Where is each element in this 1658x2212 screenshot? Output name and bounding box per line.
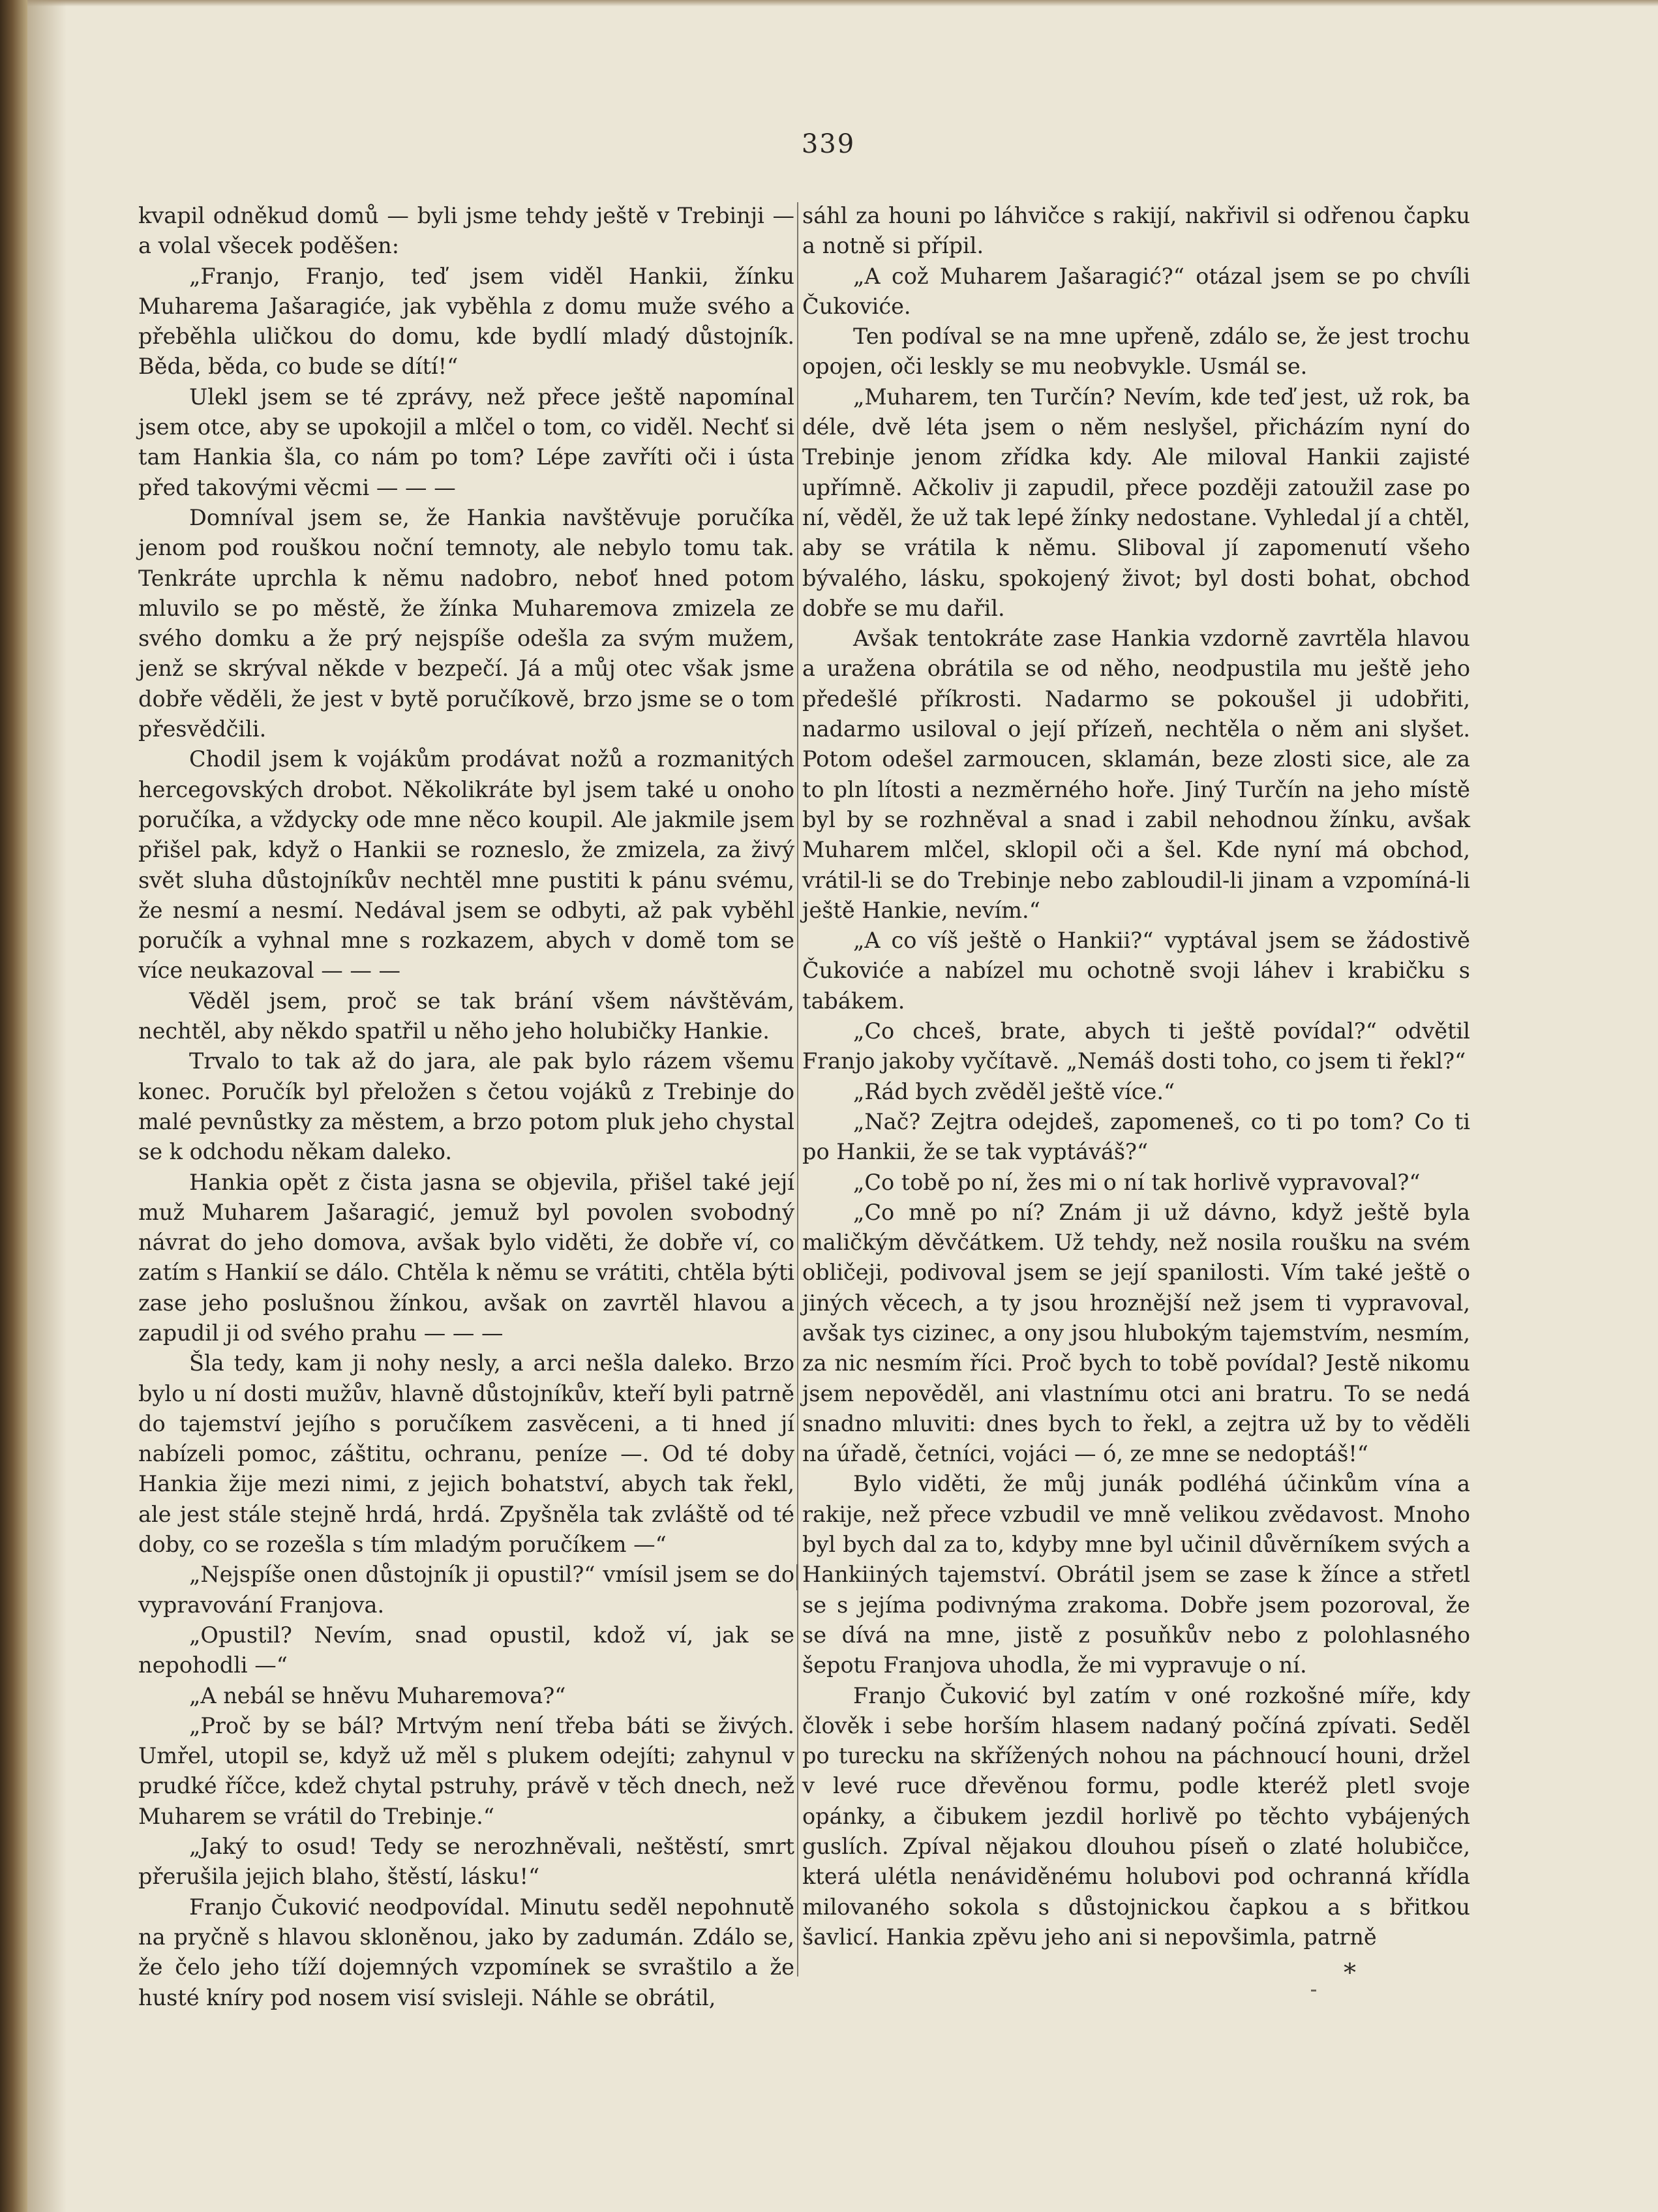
paragraph: kvapil odněkud domů — byli jsme tehdy ještě v Trebinji — a volal všecek poděšen:: [138, 203, 794, 259]
paragraph: Domníval jsem se, že Hankia navštěvuje poručíka jenom pod rouškou noční temnoty, ale nebylo tomu tak. Tenkráte uprchla k němu nadobro, neboť hned potom mluvilo se po městě, že žínka Muharemova zmizela ze svého domku a že prý nejspíše odešla za svým mužem, jenž se skrýval někde v bezpečí. Já a můj otec však jsme dobře věděli, že jest v bytě poručíkově, brzo jsme se o tom přesvědčili.: [138, 504, 794, 742]
paragraph: Šla tedy, kam ji nohy nesly, a arci nešla daleko. Brzo bylo u ní dosti mužův, hlavně důstojníkův, kteří byli patrně do tajemství jejího s poručíkem zasvěceni, a ti hned jí nabízeli pomoc, záštitu, ochranu, peníze —. Od té doby Hankia žije mezi nimi, z jejich bohatství, abych tak řekl, ale jest stále stejně hrdá, hrdá. Zpyšněla tak zvláště od té doby, co se rozešla s tím mladým poručíkem —“: [138, 1350, 794, 1558]
paragraph: „Co mně po ní? Znám ji už dávno, když ještě byla maličkým děvčátkem. Už tehdy, než nosila roušku na svém obličeji, podivoval jsem se její spanilosti. Vím také ještě o jiných věcech, a ty jsou hroznější než jsem ti vypravoval, avšak tys cizinec, a ony jsou hlubokým tajemstvím, nesmím, za nic nesmím říci. Proč bych to tobě povídal? Jestě nikomu jsem nepověděl, ani vlastnímu otci ani bratru. To se nedá snadno mluviti: dnes bych to řekl, a zejtra už by to věděli na úřadě, četníci, vojáci — ó, ze mne se nedoptáš!“: [802, 1199, 1470, 1467]
paragraph: „Jaký to osud! Tedy se nerozhněvali, neštěstí, smrt přerušila jejich blaho, štěstí, lásku!“: [138, 1834, 794, 1890]
paragraph: „Opustil? Nevím, snad opustil, kdož ví, jak se nepohodli —“: [138, 1622, 794, 1678]
paragraph: Franjo Čuković neodpovídal. Minutu seděl nepohnutě na pryčně s hlavou skloněnou, jako by zadumán. Zdálo se, že čelo jeho tíží dojemných vzpomínek se svraštilo a že husté kníry pod nosem visí svisleji. Náhle se obrátil,: [138, 1894, 794, 2010]
paragraph: Franjo Čuković byl zatím v oné rozkošné míře, kdy člověk i sebe horším hlasem nadaný počíná zpívati. Seděl po turecku na skřížených nohou na páchnoucí houni, držel v levé ruce dřevěnou formu, podle kteréž pletl svoje opánky, a čibukem jezdil horlivě po těchto vybájených guslích. Zpíval nějakou dlouhou píseň o zlaté holubičce, která ulétla nenáviděnému holubovi pod ochranná křídla milovaného sokola s důstojnickou čapkou a s břitkou šavlicí. Hankia zpěvu jeho ani si nepovšimla, patrně: [802, 1682, 1470, 1950]
footer-dash: [1311, 1990, 1316, 1992]
paragraph: Ten podíval se na mne upřeně, zdálo se, že jest trochu opojen, oči leskly se mu neobvykle. Usmál se.: [802, 324, 1470, 380]
paragraph: „Nejspíše onen důstojník ji opustil?“ vmísil jsem se do vypravování Franjova.: [138, 1562, 794, 1618]
paragraph: Chodil jsem k vojákům prodávat nožů a rozmanitých hercegovských drobot. Několikráte byl jsem také u onoho poručíka, a vždycky ode mne něco koupil. Ale jakmile jsem přišel pak, když o Hankii se rozneslo, že zmizela, za živý svět sluha důstojníkův nechtěl mne pustiti k pánu svému, že nesmí a nesmí. Nedával jsem se odbyti, až pak vyběhl poručík a vyhnal mne s rozkazem, abych v domě tom se více neukazoval — — —: [138, 746, 794, 984]
right-column: [802, 201, 1470, 1952]
paragraph: Hankia opět z čista jasna se objevila, přišel také její muž Muharem Jašaragić, jemuž byl povolen svobodný návrat do jeho domova, avšak bylo viděti, že dobře ví, co zatím s Hankií se dálo. Chtěla k němu se vrátiti, chtěla býti zase jeho poslušnou žínkou, avšak on zavrtěl hlavou a zapudil ji od svého prahu — — —: [138, 1169, 794, 1346]
paragraph: Ulekl jsem se té zprávy, než přece ještě napomínal jsem otce, aby se upokojil a mlčel o tom, co viděl. Nechť si tam Hankia šla, co nám po tom? Lépe zavříti oči i ústa před takovými věcmi — — —: [138, 384, 794, 500]
gutter-shadow: [27, 0, 67, 2212]
paragraph: „Muharem, ten Turčín? Nevím, kde teď jest, už rok, ba déle, dvě léta jsem o něm neslyšel, přicházím nyní do Trebinje jenom zřídka kdy. Ale miloval Hankii zajisté upřímně. Ačkoliv ji zapudil, přece později zatoužil zase po ní, věděl, že už tak lepé žínky nedostane. Vyhledal jí a chtěl, aby se vrátila k němu. Sliboval jí zapomenutí všeho bývalého, lásku, spokojený život; byl dosti bohat, obchod dobře se mu dařil.: [802, 384, 1470, 621]
paragraph: „Proč by se bál? Mrtvým není třeba báti se živých. Umřel, utopil se, když už měl s plukem odejíti; zahynul v prudké říčce, kdež chytal pstruhy, právě v těch dnech, než Muharem se vrátil do Trebinje.“: [138, 1712, 794, 1829]
signature-mark: *: [1344, 1958, 1356, 1987]
paragraph: „A což Muharem Jašaragić?“ otázal jsem se po chvíli Čukoviće.: [802, 263, 1470, 319]
paragraph: „A nebál se hněvu Muharemova?“: [189, 1682, 566, 1708]
paragraph: „A co víš ještě o Hankii?“ vyptával jsem se žádostivě Čukoviće a nabízel mu ochotně svoji láhev i krabičku s tabákem.: [802, 928, 1470, 1014]
column-divider-mark: [796, 1564, 798, 1590]
paragraph: Trvalo to tak až do jara, ale pak bylo rázem všemu konec. Poručík byl přeložen s četou vojáků z Trebinje do malé pevnůstky za městem, a brzo potom pluk jeho chystal se k odchodu někam daleko.: [138, 1048, 794, 1165]
paragraph: Věděl jsem, proč se tak brání všem návštěvám, nechtěl, aby někdo spatřil u něho jeho holubičky Hankie.: [138, 988, 794, 1044]
book-binding: [0, 0, 27, 2212]
left-column: [138, 201, 794, 2013]
page-top-edge: [27, 0, 1658, 7]
column-divider: [797, 202, 798, 1977]
paragraph: „Co chceš, brate, abych ti ještě povídal?“ odvětil Franjo jakoby vyčítavě. „Nemáš dosti toho, co jsem ti řekl?“: [802, 1018, 1470, 1074]
paragraph: „Rád bych zvěděl ještě více.“: [853, 1078, 1175, 1104]
paragraph: „Co tobě po ní, žes mi o ní tak horlivě vypravoval?“: [853, 1169, 1421, 1195]
paragraph: „Franjo, Franjo, teď jsem viděl Hankii, žínku Muharema Jašaragiće, jak vyběhla z domu muže svého a přeběhla uličkou do domu, kde bydlí mladý důstojník. Běda, běda, co bude se dítí!“: [138, 263, 794, 380]
paragraph: Avšak tentokráte zase Hankia vzdorně zavrtěla hlavou a uražena obrátila se od něho, neodpustila mu ještě jeho předešlé příkrosti. Nadarmo se pokoušel ji udobřiti, nadarmo usiloval o její přízeň, nechtěla o něm ani slyšet. Potom odešel zarmoucen, sklamán, beze zlosti sice, ale za to pln lítosti a nezměrného hoře. Jiný Turčín na jeho místě byl by se rozhněval a snad i zabil nehodnou žínku, avšak Muharem mlčel, sklopil oči a šel. Kde nyní má obchod, vrátil-li se do Trebinje nebo zabloudil-li jinam a vzpomíná-li ještě Hankie, nevím.“: [802, 626, 1470, 923]
paragraph: „Nač? Zejtra odejdeš, zapomeneš, co ti po tom? Co ti po Hankii, že se tak vyptáváš?“: [802, 1108, 1470, 1165]
paragraph: sáhl za houni po láhvičce s rakijí, nakřivil si odřenou čapku a notně si přípil.: [802, 203, 1470, 259]
paragraph: Bylo viděti, že můj junák podléhá účinkům vína a rakije, než přece vzbudil ve mně velikou zvědavost. Mnoho byl bych dal za to, kdyby mne byl učinil důvěrníkem svých a Hankiiných tajemství. Obrátil jsem se zase k žínce a střetl se s jejíma podivnýma zrakoma. Dobře jsem pozoroval, že se dívá na mne, jistě z posuňkův nebo z polohlasného šepotu Franjova uhodla, že mi vypravuje o ní.: [802, 1471, 1470, 1678]
page-number: 339: [801, 129, 856, 159]
